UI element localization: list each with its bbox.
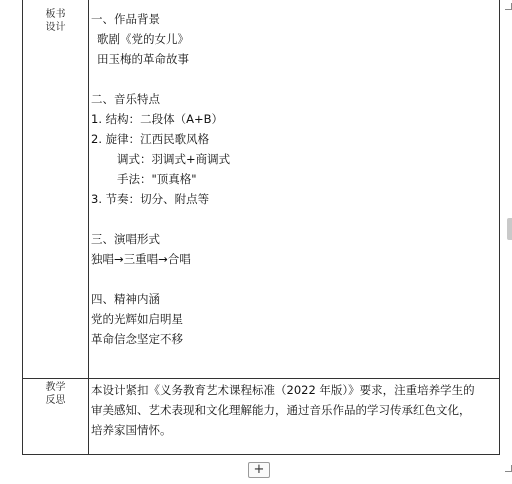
lesson-plan-table (22, 0, 500, 455)
row-label-teaching-reflection (23, 381, 88, 407)
paragraph-line: 本设计紧扣《义务教育艺术课程标准（2022 年版）》要求，注重培养学生的 (91, 383, 475, 397)
section-heading-background: 一、作品背景 (91, 12, 160, 26)
row-divider (23, 378, 499, 379)
section-heading-spirit: 四、精神内涵 (91, 292, 160, 306)
table-resize-handle-bottom[interactable] (502, 462, 512, 472)
paragraph-line: 培养家国情怀。 (91, 423, 172, 437)
content-line: 歌剧《党的女儿》 (97, 32, 189, 46)
content-line: 1. 结构：二段体（A+B） (91, 112, 224, 126)
row-label-board-design (23, 8, 88, 34)
label-line: 反思 (45, 395, 66, 406)
section-heading-performance: 三、演唱形式 (91, 232, 160, 246)
section-heading-music-features: 二、音乐特点 (91, 92, 160, 106)
content-line: 3. 节奏：切分、附点等 (91, 192, 210, 206)
table-resize-handle-top[interactable] (502, 0, 512, 10)
column-divider (88, 0, 89, 454)
content-line: 2. 旋律：江西民歌风格 (91, 132, 210, 146)
paragraph-line: 审美感知、艺术表现和文化理解能力，通过音乐作品的学习传承红色文化， (91, 403, 471, 417)
scroll-handle[interactable] (507, 218, 512, 240)
content-line: 党的光辉如启明星 (91, 312, 183, 326)
content-line: 独唱→三重唱→合唱 (91, 252, 191, 266)
label-line: 设计 (45, 22, 66, 33)
teaching-reflection-content[interactable] (91, 380, 497, 440)
content-line: 手法："顶真格" (117, 172, 197, 186)
content-line: 革命信念坚定不移 (91, 332, 183, 346)
add-row-button[interactable]: + (248, 462, 270, 478)
label-line: 板书 (45, 9, 66, 20)
label-line: 教学 (45, 382, 66, 393)
content-line: 调式：羽调式+商调式 (117, 152, 231, 166)
content-line: 田玉梅的革命故事 (97, 52, 189, 66)
